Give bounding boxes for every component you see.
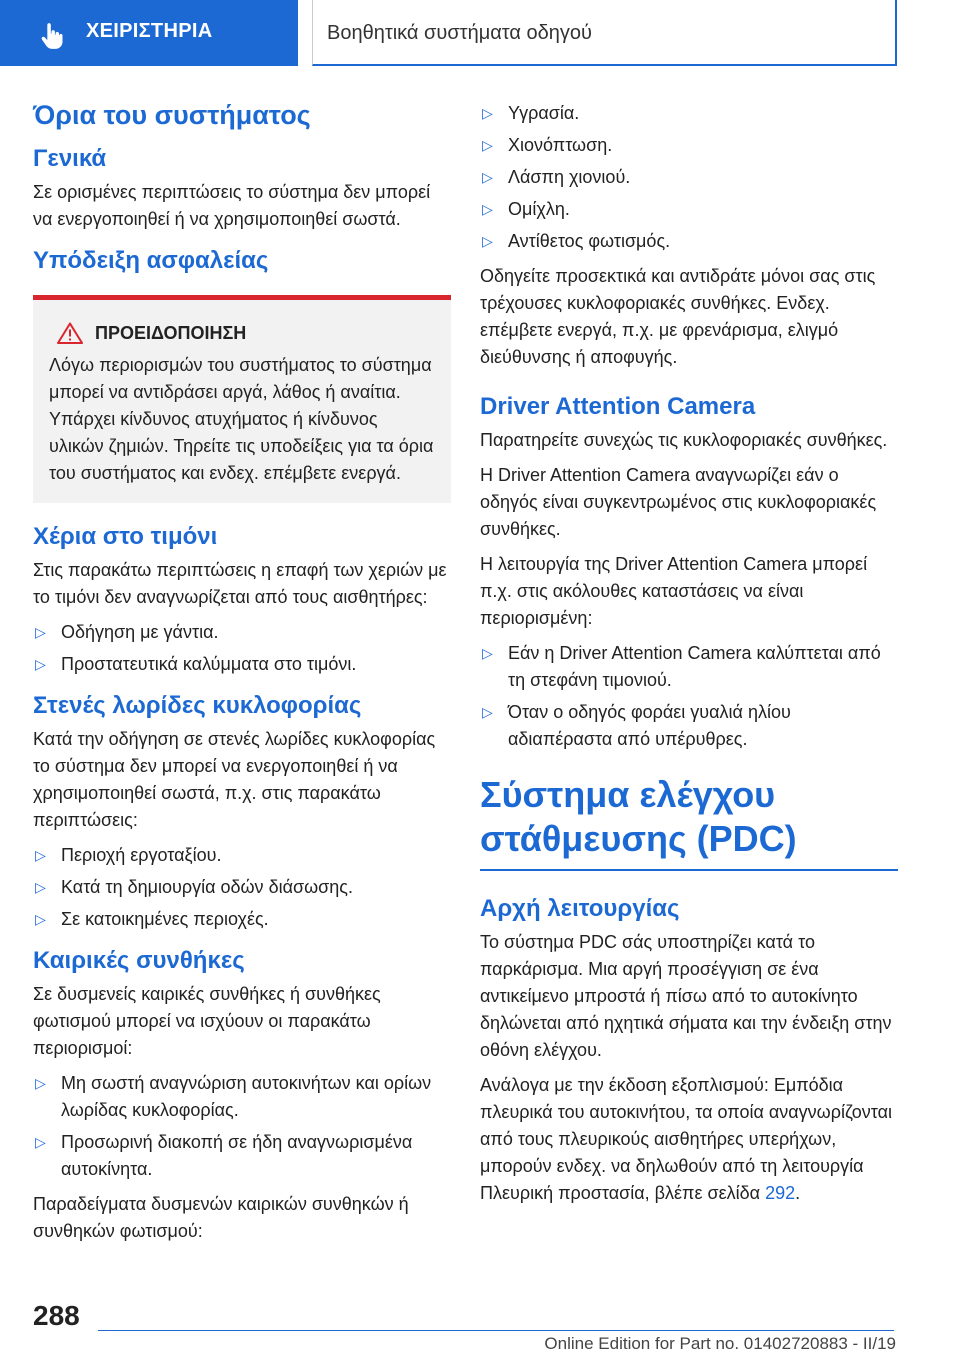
list-item: ▷ Όταν ο οδηγός φοράει γυαλιά ηλίου αδιαπέραστα από υπέρυθρες. xyxy=(480,699,898,753)
triangle-bullet-icon: ▷ xyxy=(35,879,46,895)
lanes-list xyxy=(33,842,451,933)
list-item: ▷ Περιοχή εργοταξίου. xyxy=(33,842,451,869)
lanes-heading: Στενές λωρίδες κυκλοφορίας xyxy=(33,692,362,719)
list-item: ▷ Αντίθετος φωτισμός. xyxy=(480,228,898,255)
triangle-bullet-icon: ▷ xyxy=(482,645,493,661)
right-column xyxy=(480,100,898,1215)
breadcrumb-label: Βοηθητικά συστήματα οδηγού xyxy=(327,22,592,44)
triangle-bullet-icon: ▷ xyxy=(482,169,493,185)
page-number: 288 xyxy=(33,1300,80,1331)
triangle-bullet-icon: ▷ xyxy=(482,105,493,121)
triangle-bullet-icon: ▷ xyxy=(482,704,493,720)
triangle-bullet-icon: ▷ xyxy=(482,201,493,217)
triangle-bullet-icon: ▷ xyxy=(35,847,46,863)
list-item: ▷ Ομίχλη. xyxy=(480,196,898,223)
hands-heading: Χέρια στο τιμόνι xyxy=(33,523,218,550)
triangle-bullet-icon: ▷ xyxy=(35,911,46,927)
list-item: ▷ Μη σωστή αναγνώριση αυτοκινήτων και ορίων λωρίδας κυκλοφορίας. xyxy=(33,1070,451,1124)
principle-text-2: Ανάλογα με την έκδοση εξοπλισμού: Εμπόδια πλευρικά του αυτοκινήτου, τα οποία αναγνωρίζονται από τους πλευρικούς αισθητήρες υπερήχων, μπορούν ενδεχ. να δηλωθούν από τη λειτουργία Πλευρική προστασία, βλέπε σελίδα 292. xyxy=(480,1075,892,1203)
pdc-title: Σύστημα ελέγχου στάθμευσης (PDC) xyxy=(480,773,898,871)
page-title: Όρια του συστήματος xyxy=(33,100,311,130)
warning-text: Λόγω περιορισμών του συστήματος το σύστημα μπορεί να αντιδράσει αργά, λάθος ή αναίτια. Υπάρχει κίνδυνος ατυχήματος ή κίνδυνος υλικών ζημιών. Τηρείτε τις υποδείξεις για τα όρια του συστήματος και ενδεχ. επέμβετε ενεργά. xyxy=(49,355,434,483)
weather-heading: Καιρικές συνθήκες xyxy=(33,947,245,974)
principle-text-1: Το σύστημα PDC σάς υποστηρίζει κατά το παρκάρισμα. Μια αργή προσέγγιση σε ένα αντικείμενο μπροστά ή πίσω από το αυτοκίνητο δηλώνεται από ηχητικά σήματα και την ένδειξη στην οθόνη ελέγχου. xyxy=(480,932,892,1060)
triangle-bullet-icon: ▷ xyxy=(35,1134,46,1150)
warning-triangle-icon xyxy=(57,322,83,344)
general-text: Σε ορισμένες περιπτώσεις το σύστημα δεν μπορεί να ενεργοποιηθεί ή να χρησιμοποιηθεί σωστά. xyxy=(33,182,431,229)
weather-list xyxy=(33,1070,451,1183)
weather-text: Σε δυσμενείς καιρικές συνθήκες ή συνθήκες φωτισμού μπορεί να ισχύουν οι παρακάτω περιορισμοί: xyxy=(33,984,381,1058)
camera-list xyxy=(480,640,898,753)
page-header xyxy=(0,0,960,66)
triangle-bullet-icon: ▷ xyxy=(35,624,46,640)
warning-title-row xyxy=(49,322,435,344)
warning-box xyxy=(33,295,451,503)
list-item: ▷ Κατά τη δημιουργία οδών διάσωσης. xyxy=(33,874,451,901)
list-item: ▷ Λάσπη χιονιού. xyxy=(480,164,898,191)
list-item: ▷ Οδήγηση με γάντια. xyxy=(33,619,451,646)
footer-divider xyxy=(98,1330,894,1331)
section-tab[interactable] xyxy=(0,0,298,66)
camera-text-2: Η Driver Attention Camera αναγνωρίζει εάν ο οδηγός είναι συγκεντρωμένος στις κυκλοφοριακές συνθήκες. xyxy=(480,465,877,539)
list-item: ▷ Σε κατοικημένες περιοχές. xyxy=(33,906,451,933)
camera-text-3: Η λειτουργία της Driver Attention Camera μπορεί π.χ. στις ακόλουθες καταστάσεις να είναι περιορισμένη: xyxy=(480,554,868,628)
hand-pointer-icon xyxy=(38,22,66,50)
drive-text: Οδηγείτε προσεκτικά και αντιδράτε μόνοι σας στις τρέχουσες κυκλοφοριακές συνθήκες. Ενδεχ. επέμβετε ενεργά, π.χ. με φρενάρισμα, ελιγμό διεύθυνσης ή αποφυγής. xyxy=(480,266,876,367)
triangle-bullet-icon: ▷ xyxy=(482,137,493,153)
safety-heading: Υπόδειξη ασφαλείας xyxy=(33,247,269,274)
breadcrumb xyxy=(312,0,897,66)
hands-list xyxy=(33,619,451,678)
triangle-bullet-icon: ▷ xyxy=(35,1075,46,1091)
list-item: ▷ Εάν η Driver Attention Camera καλύπτεται από τη στεφάνη τιμονιού. xyxy=(480,640,898,694)
list-item: ▷ Προστατευτικά καλύμματα στο τιμόνι. xyxy=(33,651,451,678)
examples-list xyxy=(480,100,898,255)
triangle-bullet-icon: ▷ xyxy=(35,656,46,672)
general-heading: Γενικά xyxy=(33,145,107,172)
hands-text: Στις παρακάτω περιπτώσεις η επαφή των χεριών με το τιμόνι δεν αναγνωρίζεται από τους αισθητήρες: xyxy=(33,560,447,607)
section-tab-label: ΧΕΙΡΙΣΤΗΡΙΑ xyxy=(86,20,213,42)
triangle-bullet-icon: ▷ xyxy=(482,233,493,249)
warning-title: ΠΡΟΕΙΔΟΠΟΙΗΣΗ xyxy=(95,322,247,343)
list-item: ▷ Προσωρινή διακοπή σε ήδη αναγνωρισμένα αυτοκίνητα. xyxy=(33,1129,451,1183)
principle-heading: Αρχή λειτουργίας xyxy=(480,895,680,922)
list-item: ▷ Υγρασία. xyxy=(480,100,898,127)
edition-note: Online Edition for Part no. 01402720883 - II/19 xyxy=(544,1334,896,1353)
camera-text-1: Παρατηρείτε συνεχώς τις κυκλοφοριακές συνθήκες. xyxy=(480,430,888,450)
list-item: ▷ Χιονόπτωση. xyxy=(480,132,898,159)
page-reference-link[interactable]: 292 xyxy=(765,1183,796,1203)
left-column xyxy=(33,100,451,1253)
examples-text: Παραδείγματα δυσμενών καιρικών συνθηκών ή συνθηκών φωτισμού: xyxy=(33,1194,409,1241)
lanes-text: Κατά την οδήγηση σε στενές λωρίδες κυκλοφορίας το σύστημα δεν μπορεί να ενεργοποιηθεί ή να χρησιμοποιηθεί σωστά, π.χ. στις παρακάτω περιπτώσεις: xyxy=(33,729,436,830)
camera-heading: Driver Attention Camera xyxy=(480,393,756,420)
